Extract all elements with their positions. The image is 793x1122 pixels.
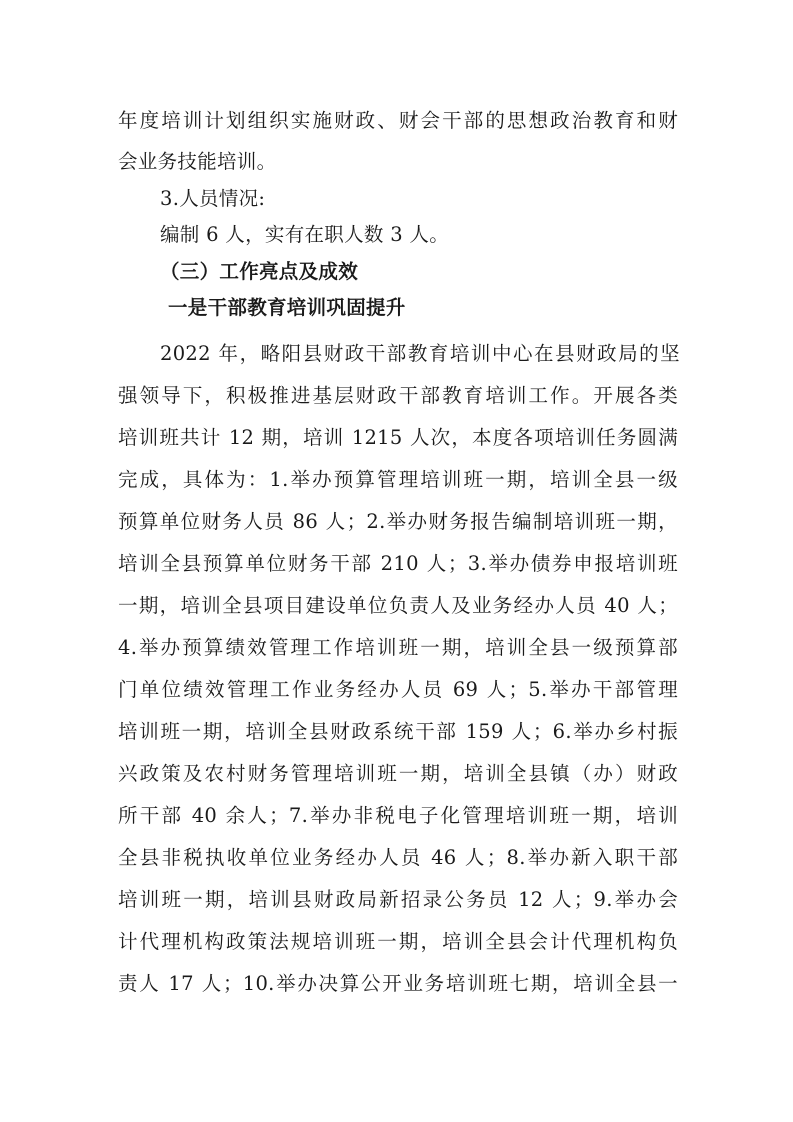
paragraph-line: 培训班一期，培训全县财政系统干部 159 人；6.举办乡村振 [118,720,678,743]
subsection-heading: 一是干部教育培训巩固提升 [168,296,406,319]
paragraph-line: 一期，培训全县项目建设单位负责人及业务经办人员 40 人； [118,594,678,617]
paragraph-line: 强领导下，积极推进基层财政干部教育培训工作。开展各类 [118,384,678,407]
section-heading: （三）工作亮点及成效 [160,260,359,283]
paragraph-line: 年度培训计划组织实施财政、财会干部的思想政治教育和财 [118,109,678,132]
paragraph-line: 培训全县预算单位财务干部 210 人；3.举办债券申报培训班 [118,552,678,575]
paragraph-line: 计代理机构政策法规培训班一期，培训全县会计代理机构负 [118,930,678,953]
paragraph-line: 4.举办预算绩效管理工作培训班一期，培训全县一级预算部 [118,636,678,659]
section-item-staffing: 3.人员情况: [160,187,266,210]
paragraph-line: 预算单位财务人员 86 人；2.举办财务报告编制培训班一期， [118,510,678,533]
paragraph-line: 2022 年，略阳县财政干部教育培训中心在县财政局的坚 [160,342,680,365]
paragraph-line: 完成，具体为：1.举办预算管理培训班一期，培训全县一级 [118,468,678,491]
paragraph-line: 培训班一期，培训县财政局新招录公务员 12 人；9.举办会 [118,888,678,911]
paragraph-line: 兴政策及农村财务管理培训班一期，培训全县镇（办）财政 [118,762,678,785]
paragraph-line: 培训班共计 12 期，培训 1215 人次，本度各项培训任务圆满 [118,426,678,449]
paragraph-line: 所干部 40 余人；7.举办非税电子化管理培训班一期，培训 [118,804,678,827]
paragraph-line: 责人 17 人；10.举办决算公开业务培训班七期，培训全县一 [118,972,678,995]
paragraph-line: 会业务技能培训。 [118,150,277,173]
paragraph-line: 全县非税执收单位业务经办人员 46 人；8.举办新入职干部 [118,846,678,869]
paragraph-line: 门单位绩效管理工作业务经办人员 69 人；5.举办干部管理 [118,678,678,701]
paragraph-line: 编制 6 人，实有在职人数 3 人。 [160,223,450,246]
